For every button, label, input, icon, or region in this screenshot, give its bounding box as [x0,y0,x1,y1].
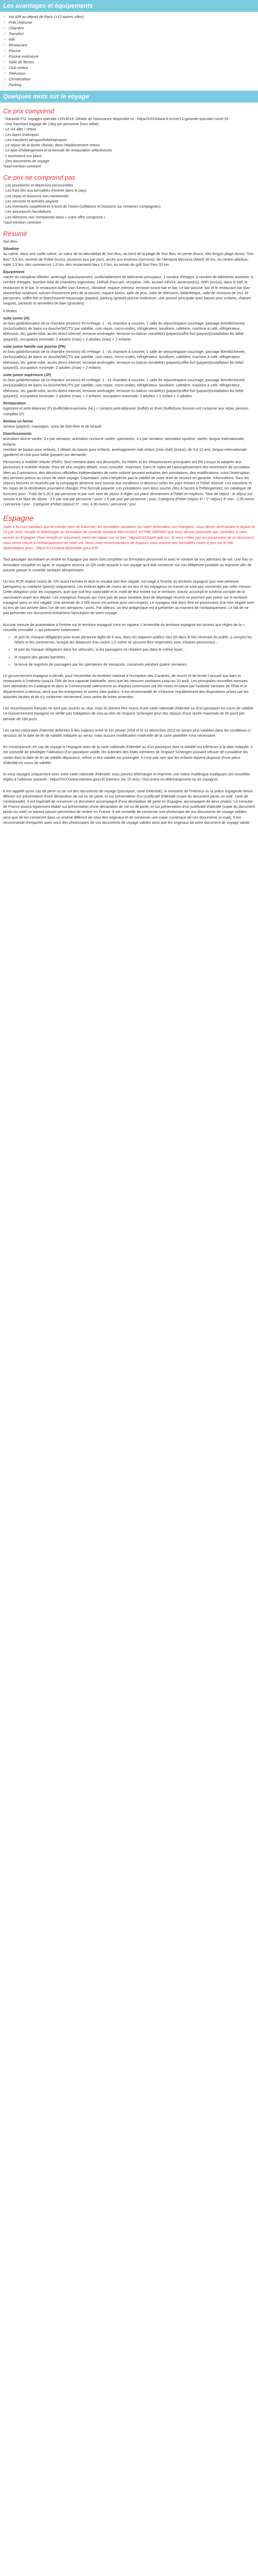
equipment-label: Club enfant [8,65,28,70]
equipment-item [3,31,255,37]
remise-block [3,419,255,429]
situation-label: Situation [3,246,19,251]
equipment-item [3,14,255,20]
suite2-block [3,344,255,370]
suite3-text: en bois goldinfomation de la chambre (environ) 45 m²étage: 1 - 41 chambre à coucher, 1 salle de séjour/espace couchage, passage lit/enlit/chevets (inclus)salle(s) de bains ou douche/WC/TV par satellite, coin repos, micro-ondes, réfrigérateur, bouilloire, cafetière, machine à café, réfrigérateur, télévision, lits, garde-robe, accès direct internet, terrasse aménagée, terrasse ou balcon meublé(e) (payant)coffre-fort (payant)(installation lits bébé (payant)), occupation minimale: 2 adultes (max) + 2 enfants, occupation maximale: 3 adultes + 1 enfant + 2 adultes [3,378,245,398]
bullet-item: • le respect des gestes barrières ; [14,655,255,660]
remise-text: service (payant): massages; soins de bien-être et de beauté [3,423,102,429]
espagne-title: Espagne [3,514,34,523]
list-line: *sauf mention contraire [3,219,41,225]
equipement-text: nature du complexe hôtelier: aménagé spacieusement, confortablement de bâtiments principaux: 1 nombre d'étages: 3 nombre de bâtiments annexes: 6, nombre d'étages. Nombre total de chambres logements: 144hall d'accueil, réception, 24h, accueil 24h/24, ascenseur(s), WIFI (inclus), dans le hall, le restaurant et le bar. le restaurant buffet (non fumeur), climatisé, espace intérieur, terrasse-snack-bar et bar. Le bar-piscine, bar et le restaurant bar (bar-piscine/bar-solarium) suivant-d'ouverture près de la piscine, espace loisirs, salle de jeux, salle de télévision, bibliothèque, salle de réunions de (ex) 16 personnes, coffre-fort et blanchisserie-repassage (payant), parking (gratuit) piscine extérieure, une piscine principale avec bassin pour enfants, chaises longues, parasols et serviettes de bain (gratuites) [3,275,254,306]
divertissements-text: animation diurne variée, 3 x par semaine; animation nocturne variée, spectacles, 3 x par semaine; animation sportive, variée, langue internationale; Enfants [3,436,245,447]
banner-quiet: Quelques mots sur le voyage [0,91,258,103]
list-line: - Les assurances facultatives [3,209,51,214]
list-line: - Garantie F11 Voyages spéciale COVID19. Détails de l'assurance disponible ici : https//XXXXwww.fr.ecrire/13-garantie-speciale-covid-19 [3,116,229,121]
equipment-item [3,71,255,76]
suite1-text: en bois goldinfomation de la chambre (environ) 45 m²étage: 1 - 41 chambre à coucher, 1 salle de séjour/espace couchage, passage lit/enlit/chevets (inclus)salle(s) de bains ou douche/WC/TV par satellite, coin repos, micro-ondes, réfrigérateur, bouilloire, cafetière, machine à café, réfrigérateur, télévision, lits, garde-robe, accès direct internet, terrasse aménagée, terrasse ou balcon meublé(e) (payant)coffre-fort (payant)(installation lits bébé (payant)), occupation minimale: 2 adultes (max) + 2 adultes (max) + 2 enfants [3,321,245,342]
espagne-p5: Les ressortissants français ne sont pas soumis au visa, mais ils doivent être munis d'une carte nationale d'identité ou d'un passeport en cours de validité. Le Gouvernement espagnol ne vérifie pas l'obligation de visa au titre de l'espace Schengen pour des séjours d'une durée maximale de 90 jours par période de 180 jours. [3,706,254,721]
equipment-label: Climatisation [8,77,30,81]
equipment-item [3,37,255,42]
check-icon: ✓ [3,20,7,25]
prix-comprend-list [3,116,255,169]
espagne-p9: Il est rappelé qu'en cas de perte ou de vol des documents de voyage (passeport, carte d'identité), le ministère de l'intérieur ou la police espagnole devra délivrer sur présentation d'une déclaration de vol ou de perte, et sur présentation d'un justificatif d'identité (copie du document perdu ou volé, carte de l'ambassade). Il est impératif de conserver ce document accompagné d'une déclaration de perte en Espagne, accompagné de deux photos. Le consulat de France pourra également établir sur présentation d'une déclaration de vol ou de perte, et sur présentation d'un justificatif d'identité (copie du document perdu ou volé) un laissez-passer permettant de rentrer en France. Il est conseillé de conserver une photocopie de vos documents de voyage valides ainsi que de les conserver dans un endroit différent de celui des originaux et de conserver une copie numérique de ces documents (e-mail). Il est recommandé d'emporter avec vous des photocopies de vos documents de voyage valides ainsi que les originaux de votre document de voyage valide. [3,788,255,825]
check-icon: ✓ [3,37,7,42]
prix-ne-comprend-title: Ce prix ne comprend pas [3,174,75,182]
restauration-label: Restauration [3,401,26,406]
check-icon: ✓ [3,14,7,19]
check-icon: ✓ [3,43,7,47]
restauration-text: logement et petit-déjeuner (F) (buffet)demi-pension (HL) = compris petit-déjeuner (buffet) et dîner (buffet)une boisson est comprise aux repas pension complète (P) [3,406,249,416]
situation-block [3,246,255,267]
page [0,0,258,827]
equipment-item [3,82,255,88]
bullet-item: • le port du masque obligatoire pour toute personne âgée de 6 ans, dans les espaces publics clos (et dans le lieu recevant du public, y compris les hôtels et les commerces, lorsque les distances d'au moins 1,5 mètre ne peuvent être respectées avec d'autres personnes) ; [14,635,255,645]
equipement-block [3,269,255,307]
equipment-label: Piscine [8,48,21,53]
list-line: - Une franchise bagage de 13kg par personne (hors bébé) [3,122,99,127]
suite2-label: suite junior famille vue piscine (FR) [3,344,66,349]
equipment-label: Chambre [8,26,24,30]
resume-subtitle: Son Bou [3,239,18,244]
restauration-block [3,401,255,417]
check-icon: ✓ [3,65,7,70]
espagne-p1: Tout passager souhaitant se rendre en Espagne par avion doit compléter un formulaire personnel et avec le nombre de vos adresses de vol. Une fois ce formulaire complété en ligne, le voyageur recevra un QR code associé à son voyage qu'il doit conserver sur son téléphone portable ou imprimer afin de pouvoir passer le contrôle sanitaire aéroportuaire. [3,557,253,572]
list-line: - Des documents de voyage [3,158,50,163]
list-line: - Les éventuels suppléments à bord de l'avion (collations et boissons sur certaines compagnies) [3,204,161,209]
espagne-p2: Un test PCR réalisé moins de 72h avant l'arrivée et dont le résultat doit être négatif, est exigé à l'entrée du territoire espagnol (par voie aérienne (aéroports) ou maritime (ports)) uniquement. Les enfants âgés de moins de six ans et les voyageurs en transit ne sont pas concernés par cette mesure. Cette obligation pour les voyageurs, quel que soit leur nationalité et le motif de leur entrée sur le territoire, d'avoir accompli le schéma complet de la vaccination avant leur départ. Les voyageurs français qui n'ont pas de pass sanitaire (test de dépistage récent) ne pourront pas entrer sur le territoire espagnol sans un test négatif. Une amende de 3 000 euros est prévue pour non-respect. Le voyageur doit donc être en possession d'un test négatif avec lui lors de son arrivée dans l'un de ses aéroports / ports. Par ailleurs, un test antigénique est à présenter au moment de l'embarquement. Le fait de ne pas présenter ces documents entraînera l'annulation de votre voyage. [3,579,255,616]
equipment-item [3,76,255,82]
content [0,108,258,825]
check-icon: ✓ [3,48,7,53]
espagne-p7: En conséquence, en cas de voyage à l'espagne avec de la carte nationale d'identité ou d'un passeport dont la validité est inférieure à la date indiquée, il est conseillé de privilégier l'utilisation d'un passeport valide, les autorités des Etats membres de l'espace Schengen pouvant refuser de considérer les cartes dont la date de fin de validité dépassent, même si leur validité est prolongée. Il n'est pas rare que les enfants doivent disposer d'une pièce d'identité en cours de validité. [3,744,253,765]
check-icon: ✓ [3,54,7,59]
divertissements-block [3,431,255,457]
list-line: - Les repas et boissons non mentionnés [3,193,69,198]
list-line: - Les services et activités payants [3,198,59,204]
list-line: - Les pourboires et dépenses personnelles [3,183,73,188]
espagne-p6: Les cartes nationales d'identité délivrées à des majeurs entre le 1er janvier 2004 et le 31 décembre 2013 ne seront plus valables dans les conditions ci-dessous de la date de fin de validité indiquée au verso, mais aucune modification matérielle de la carte plastifiée n'est nécessaire. [3,727,252,738]
equipment-label: Restaurant [8,43,27,47]
equipment-label: Wifi [8,37,15,42]
equipment-item [3,59,255,65]
espagne-bullets [3,635,255,667]
equipment-item [3,25,255,31]
divertissements-label: Divertissements [3,431,32,436]
espagne-p3: Aucune mesure de quarantaine à l'entrée sur le territoire espagnol n'est en vigueur. L'ensemble du territoire espagnol est soumis aux règles de la « nouvelle normalité », qui prévoient notamment : [3,622,245,632]
banner-avantages: Les avantages et équipements [0,0,258,12]
check-icon: ✓ [3,26,7,30]
espagne-p8: Si vous voyagez uniquement avec votre carte nationale d'identité, vous pouvez télécharger et imprimer une notice multilingue expliquant ces nouvelles règles à l'adresse suivante : https//XXXXwww.interieur.gouv.fr/ Interieur (ex 15 ans) / Document en téléchargement ou en espagnol. [3,772,250,782]
list-line: - L'assistance sur place [3,153,42,158]
bullet-item: • le port du masque obligatoire dans les véhicules, si les passagers ne résident pas dans le même foyer ; [14,647,255,652]
equipment-label: Vol A/R au départ de Paris (+13 autres villes) [8,14,84,19]
equipment-item [3,54,255,59]
equipment-label: Transfert [8,31,24,36]
remise-label: Remise en forme [3,418,33,423]
prix-ne-comprend-list [3,183,255,225]
check-icon: ✓ [3,77,7,81]
equipment-label: Parking [8,82,22,87]
suite2-text: en bois goldinfomation de la chambre (environ) 45 m²étage: 1 - 41 chambre à coucher, 1 salle de séjour/espace couchage, passage lit/enlit/chevets (inclus)salle(s) de bains ou douche/WC/TV par satellite, coin repos, micro-ondes, réfrigérateur, bouilloire, cafetière, machine à café, réfrigérateur, télévision, lits, garde-robe, accès direct internet, terrasse aménagée, terrasse ou balcon meublé(e) (payant)coffre-fort (payant)(installation lits bébé (payant)), occupation minimale: 2 adultes (max) + 2 enfants [3,349,245,370]
formule-label: 6 étoiles [3,308,17,313]
list-line: - Les transferts aéroport/hôtel/aéroport [3,137,67,142]
list-line: *sauf mention contraire [3,163,41,168]
equipment-item [3,20,255,25]
suite3-label: suite junior supérieure (JP) [3,372,52,377]
equipment-item [3,42,255,48]
logement-text: Personnes à mobilité réduite (PMR): Seul membre dans nos descriptifs, les hôtels et les infrastructures principales ont été conçus et adaptés aux personnes à mobilité réduite. Pour de plus amples détails, nous consulter. Important: Dans le cadre de l'assouplissement des restrictions de circulation liées au Coronavirus, des décisions officielles indépendantes de notre volonté peuvent entraîner des annulations, des modifications, voire l'interruption des services prévus au cours de votre voyage. Cependant, cela n'empêche pas la validité de votre droit de recours en garantie. Informations: Tous les séjours facturés et réservés par la compagnie aérienne sont soumis aux conditions ci-dessous selon les pays entrant et l'hôtel réservé. Les transferts et les repas de la destination pourraient changer. Prix formule payante: Les prestations sont donc soumis (lits) à l'accès à l'hébergement. Un catalogue de formules pour : Frais de 5,20 € par personne et par nuit: taxe de séjour à régler sur place directement à l'hôtel en espèces. Taxe de séjour : le séjour est soumis à la Taxe de séjour : 2 € par nuit par personne / pour: 1 € par jour par personne / pour: Catégorie d'hôtel (séjour 4* / 1* séjour) 4* min : 2,00 euros / personne / jour - Catégorie d'hôtel (séjour) 5* : min. 4,00 euros / personne / jour [3,460,254,506]
prix-comprend-title: Ce prix comprend [3,108,54,115]
resume-title: Résumé [3,230,27,238]
check-icon: ✓ [3,71,7,76]
equipement-label: Équipement [3,269,25,275]
list-line: - Les frais liés aux formalités d'entrée dans le pays [3,188,87,193]
situation-text: au calme, dans une ruelle calme, au cœur de la naturalidad de Son Bou, au bord de la plage de Son Bou, en pente douce, très longue plage dunes "Son Bou" 3,5 km, ouverte de l'hôtel (inclus, plusieurs bus par jour), accès aux environs (services) 'de l'aéroport Menorca (MAH) 35 km, du centre-ville/bus-halte 1,5 km, des commerces 1,5 km, des restaurants bars 1,5 km, du terrain de golf Son Parc 53 km [3,251,254,267]
suite3-block [3,372,255,399]
list-line: - Les taxes d'aéroport [3,132,39,137]
equipment-label: Petit Déjeuner [8,20,33,25]
list-line: - Le type d'hébergement et la formule de restauration sélectionnés [3,148,112,153]
bullet-item: • la tenue de registres de passagers par les opérateurs de transports, conservés pendant quatre semaines. [14,662,255,667]
check-icon: ✓ [3,31,7,36]
list-line: - Le vol aller / retour [3,127,36,132]
equipment-label: Salle de fitness [8,60,35,64]
equipment-label: Télévision [8,71,26,76]
equipment-item [3,65,255,71]
suite1-label: suite junior (H) [3,315,29,320]
equipment-label: Piscine extérieure [8,54,39,59]
espagne-p4: Le gouvernement espagnol a décidé, pour l'ensemble du territoire national à l'exception des Canaries, de rouvrir et de limiter l'accueil aux bars et restaurants à l'intérieur jusqu'à 75% de leur capacité habituelle, ainsi que les mesures sanitaires jusqu'au 20 août. Les principales nouvelles mesures sont attendues en Catalogne et dans la Communauté valencienne ou d'autres communes ont été mises en place par l'autorité sanitaire de l'État et le département ci-dessus, ainsi que les entreprises et autres sites publics. Il est recommandé de s'informer régulièrement des dispositions prises par les autorités locales et de s'y conformer strictement, sous peine de fortes amendes. [3,673,249,699]
check-icon: ✓ [3,82,7,87]
equipment-item [3,48,255,54]
enfants-text: membre de bassin pour enfants; 1 détails du bassin pour enfants; aménagement club enfant (mini club) (inclus), de 4 à 12 ans, langue internationale (garderie) et club pour bébé (payant) sur demande [3,447,247,457]
list-line: - Le séjour de la durée choisie, dans l'établissement retenu [3,143,100,148]
espagne-intro: Suite à la crise sanitaire que le monde vient de traverser, les formalités sanitaires sur votre destination ont changées. Vous devez dorénavant et depuis le 21 juin 2021 remplir et télécharger un formulaire de contrôle sanitaire 48H AVANT VOTRE DÉPART que vous devrez présenter aux contrôles à votre arrivée en Espagne. Pour remplir ce document, merci de cliquer sur ce lien : https//XXXXspth.gob.es/. Si vous n'êtes pas en possession de ce document, vous serez refusé à l'embarquement de votre vol. Nous vous recommandons de toujours vous assurer des formalités mises à jour sur le site diplomatique gouv : https//XXXXwww.diplomatie.gouv.fr/fr/ [3,524,255,551]
list-line: - Les éléments non mentionnés dans « notre offre comprend » [3,214,106,219]
equipment-list [0,12,258,91]
suite1-block [3,316,255,342]
check-icon: ✓ [3,60,7,64]
